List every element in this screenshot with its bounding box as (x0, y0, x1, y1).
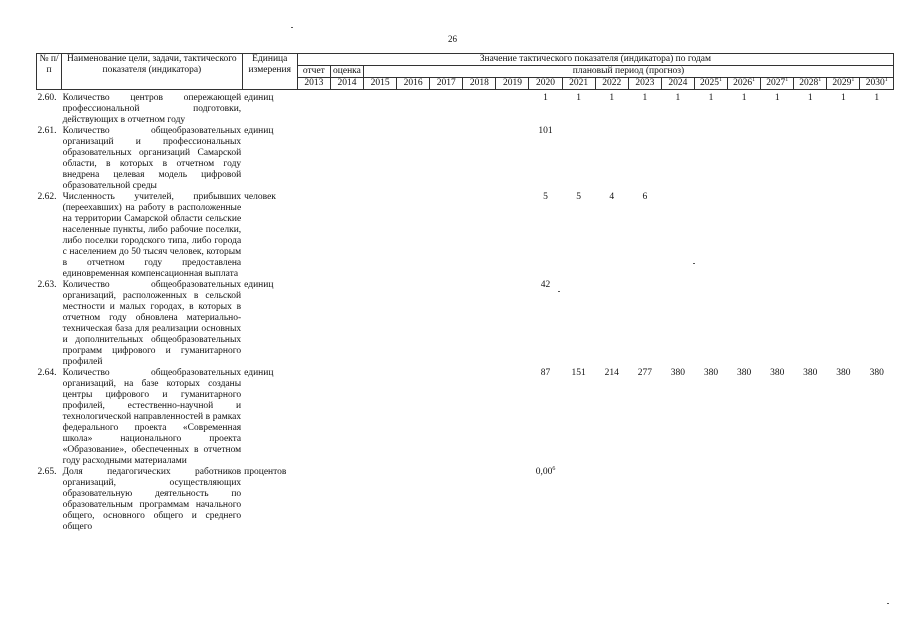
unit: единиц (244, 93, 274, 103)
indicator-name: Количество общеобразовательных организаций, на базе которых созданы центры цифрового и гуманитарного профилей, естественно-научной и технологической направленностей в рамках федерального проекта «Современная школа» национального проекта «Образование», обеспеченных в отчетном году расходными материалами (62, 368, 242, 466)
value-cell: 1 (543, 93, 548, 103)
value-cell (595, 467, 628, 533)
value-cell (364, 192, 397, 280)
value-cell (694, 126, 727, 192)
header-values: Значение тактического показателя (индикатора) по годам (297, 54, 893, 66)
year-footnote-mark: 1 (851, 76, 855, 83)
value-cell (761, 192, 794, 280)
header-year: 2018 (463, 78, 496, 90)
indicator-name: Доля педагогических работников организаций, осуществляющих образовательную деятельность по образовательным программам начального общего, основного общего и среднего общего (62, 467, 242, 532)
unit: единиц (244, 368, 274, 378)
value-cell (827, 280, 860, 368)
value-cell (330, 192, 363, 280)
value-cell (496, 368, 529, 467)
value-cell (430, 467, 463, 533)
value-cell (827, 192, 860, 280)
table-row (37, 192, 894, 280)
table-body (37, 90, 894, 534)
value-cell (860, 467, 894, 533)
value-cell (628, 280, 661, 368)
value-cell (860, 126, 894, 192)
value-cell (297, 280, 330, 368)
value-cell (364, 90, 397, 127)
table-row (37, 126, 894, 192)
value-cell: 0,00$^6$ (535, 465, 556, 477)
value-cell: 214 (604, 368, 619, 378)
header-year: 2025$^1$ (694, 78, 727, 90)
value-cell: 277 (637, 368, 652, 378)
value-cell (794, 467, 827, 533)
value-cell (794, 192, 827, 280)
value-cell (860, 280, 894, 368)
value-cell: 380 (770, 368, 785, 378)
value-cell (827, 126, 860, 192)
row-number: 2.62. (37, 192, 57, 202)
value-cell: 1 (675, 93, 681, 103)
unit: единиц (244, 280, 274, 290)
value-cell (761, 126, 794, 192)
value-cell: 1 (708, 93, 714, 103)
unit: человек (244, 192, 276, 202)
header-year: 2030$^1$ (860, 78, 894, 90)
scan-speck (291, 27, 293, 28)
indicator-name: Количество центров опережающей профессиональной подготовки, действующих в отчетном году (62, 93, 242, 125)
table-row (37, 280, 894, 368)
table-row (37, 467, 894, 533)
value-cell (728, 126, 761, 192)
value-cell (297, 368, 330, 467)
value-footnote-mark: 6 (552, 465, 556, 472)
value-cell (397, 467, 430, 533)
value-cell (496, 467, 529, 533)
value-cell: 87 (540, 368, 551, 378)
value-cell (661, 467, 694, 533)
value-cell (794, 126, 827, 192)
value-cell (463, 280, 496, 368)
scan-speck (558, 291, 560, 292)
year-footnote-mark: 1 (818, 76, 822, 83)
value-cell (496, 192, 529, 280)
year-footnote-mark: 1 (884, 76, 888, 83)
header-year: 2028$^1$ (794, 78, 827, 90)
value-cell (661, 192, 694, 280)
value-cell (794, 280, 827, 368)
value-cell (297, 192, 330, 280)
header-year: 2015 (364, 78, 397, 90)
row-number: 2.65. (37, 467, 57, 477)
value-cell (661, 280, 694, 368)
value-cell (397, 280, 430, 368)
value-cell (661, 126, 694, 192)
unit: единиц (244, 126, 274, 136)
value-cell: 6 (642, 192, 648, 202)
value-cell: 380 (703, 368, 719, 378)
value-cell (430, 280, 463, 368)
value-cell (761, 467, 794, 533)
value-cell (463, 90, 496, 127)
value-cell (595, 126, 628, 192)
value-cell (430, 368, 463, 467)
unit: процентов (244, 467, 287, 477)
year-footnote-mark: 1 (719, 76, 722, 83)
header-year: 2027$^1$ (761, 78, 794, 90)
value-cell (628, 126, 661, 192)
value-cell: 1 (874, 93, 880, 103)
value-cell (694, 280, 727, 368)
value-cell: 4 (609, 192, 615, 202)
header-unit: Единица измерения (242, 54, 297, 90)
value-cell (728, 192, 761, 280)
header-year: 2017 (430, 78, 463, 90)
value-cell (364, 126, 397, 192)
value-cell: 151 (571, 368, 586, 378)
value-cell (496, 280, 529, 368)
header-year: 2016 (397, 78, 430, 90)
value-cell (628, 467, 661, 533)
value-cell (496, 126, 529, 192)
value-cell (562, 126, 595, 192)
indicator-name: Количество общеобразовательных организаций и профессиональных образовательных организаций Самарской области, в которых в отчетном году внедрена целевая модель цифровой образовательной среды (62, 126, 242, 191)
value-cell (330, 90, 363, 127)
value-cell (463, 368, 496, 467)
value-cell (694, 467, 727, 533)
value-cell (728, 280, 761, 368)
value-cell (364, 368, 397, 467)
scan-speck (693, 263, 695, 264)
header-year-report: 2013 (297, 78, 330, 90)
value-cell (397, 126, 430, 192)
value-cell: 380 (836, 368, 851, 378)
value-cell (463, 467, 496, 533)
value-cell (364, 467, 397, 533)
value-cell (761, 280, 794, 368)
value-cell: 380 (803, 368, 818, 378)
value-cell: 380 (670, 368, 686, 378)
table-row (37, 368, 894, 467)
row-number: 2.60. (37, 93, 57, 103)
table-header (37, 54, 894, 90)
indicator-table (36, 53, 894, 533)
header-year: 2021 (562, 78, 595, 90)
value-cell (330, 368, 363, 467)
value-cell (330, 467, 363, 533)
value-cell (463, 126, 496, 192)
value-cell (562, 467, 595, 533)
value-cell (330, 280, 363, 368)
value-cell (297, 90, 330, 127)
value-cell: 1 (807, 93, 813, 103)
header-plan: плановый период (прогноз) (364, 66, 894, 78)
value-cell (364, 280, 397, 368)
row-number: 2.64. (37, 368, 57, 378)
row-number: 2.61. (37, 126, 57, 136)
value-cell: 1 (609, 93, 615, 103)
value-cell: 5 (576, 192, 581, 202)
value-cell (297, 467, 330, 533)
value-cell: 380 (869, 368, 884, 378)
value-cell (330, 126, 363, 192)
value-cell: 1 (741, 93, 747, 103)
value-cell (397, 90, 430, 127)
page-number: 26 (448, 34, 457, 44)
value-cell (430, 192, 463, 280)
header-year: 2023 (628, 78, 661, 90)
value-cell (397, 368, 430, 467)
value-cell (562, 280, 595, 368)
value-cell (728, 467, 761, 533)
value-cell: 101 (538, 126, 553, 136)
row-number: 2.63. (37, 280, 57, 290)
header-year: 2029$^1$ (827, 78, 860, 90)
value-cell (297, 126, 330, 192)
header-year: 2019 (496, 78, 529, 90)
header-estimate: оценка (330, 66, 363, 78)
value-cell (430, 90, 463, 127)
value-cell (463, 192, 496, 280)
header-name: Наименование цели, задачи, тактического показателя (индикатора) (62, 54, 243, 90)
value-cell: 1 (774, 93, 780, 103)
value-cell (694, 192, 727, 280)
value-cell (430, 126, 463, 192)
value-cell: 1 (576, 93, 581, 103)
value-cell (595, 280, 628, 368)
value-cell (827, 467, 860, 533)
value-cell: 1 (642, 93, 648, 103)
header-year: 2026$^1$ (728, 78, 761, 90)
indicator-name: Численность учителей, прибывших (переехавших) на работу в расположенные на территории Самарской области сельские населенные пункты, либо рабочие поселки, либо поселки городского типа, либо города с населением до 50 тысяч человек, которым в отчетном году предоставлена единовременная компенсационная выплата (62, 192, 242, 279)
header-year: 2020 (529, 78, 562, 90)
value-cell (496, 90, 529, 127)
value-cell (397, 192, 430, 280)
header-year: 2022 (595, 78, 628, 90)
year-footnote-mark: 1 (752, 76, 756, 83)
value-cell: 380 (736, 368, 752, 378)
value-cell (860, 192, 894, 280)
header-year-estimate: 2014 (330, 78, 363, 90)
header-year: 2024 (661, 78, 694, 90)
header-report: отчет (297, 66, 330, 78)
value-cell: 5 (543, 192, 548, 202)
value-cell: 42 (540, 280, 551, 290)
value-cell: 1 (841, 93, 846, 103)
header-no: № п/п (37, 54, 62, 90)
table-row (37, 90, 894, 127)
indicator-name: Количество общеобразовательных организаций, расположенных в сельской местности и малых городах, в которых в отчетном году обновлена материально-техническая база для реализации основных и дополнительных общеобразовательных программ цифрового и гуманитарного профилей (62, 280, 242, 367)
scan-speck (887, 603, 889, 604)
year-footnote-mark: 1 (785, 76, 789, 83)
